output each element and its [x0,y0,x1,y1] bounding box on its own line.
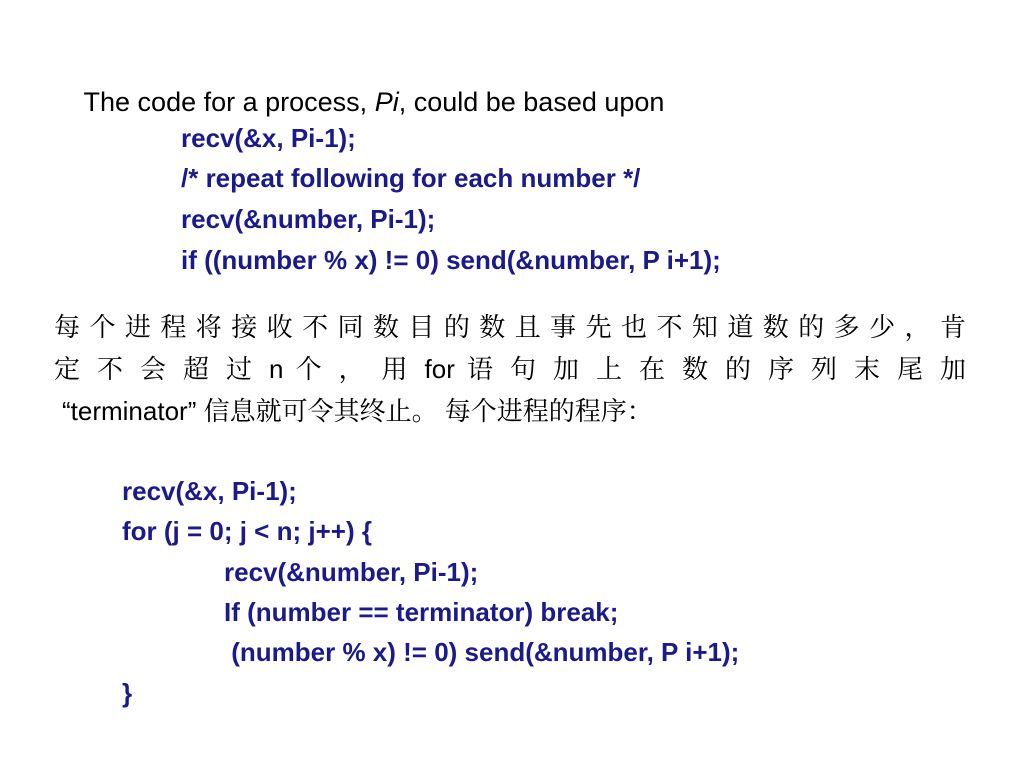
code-line: recv(&number, Pi-1); [181,204,436,234]
code-line: for (j = 0; j < n; j++) { [122,516,372,546]
code-line: recv(&x, Pi-1); [122,476,297,506]
code-line: } [122,678,133,708]
code-line: /* repeat following for each number */ [181,163,641,193]
intro-italic-pi: Pi [374,87,399,117]
chinese-line-2: 定 不 会 超 过 n 个 ， 用 for 语 句 加 上 在 数 的 序 列 末 尾 加 [54,354,966,384]
code-line: if ((number % x) != 0) send(&number, P i+1); [181,245,721,275]
code-line: (number % x) != 0) send(&number, P i+1); [224,637,740,667]
chinese-line-3: “terminator” 信息就可令其终止。 每个进程的程序： [62,396,653,426]
intro-after-italic: , could be based upon [398,87,665,117]
code-line: recv(&x, Pi-1); [181,123,356,153]
intro-text [54,54,664,150]
code-line: recv(&number, Pi-1); [224,557,479,587]
intro-before-italic: The code for a process, [83,87,375,117]
chinese-line-1: 每个进程将接收不同数目的数且事先也不知道数的多少，肯 [54,312,966,342]
code-line: If (number == terminator) break; [224,597,619,627]
